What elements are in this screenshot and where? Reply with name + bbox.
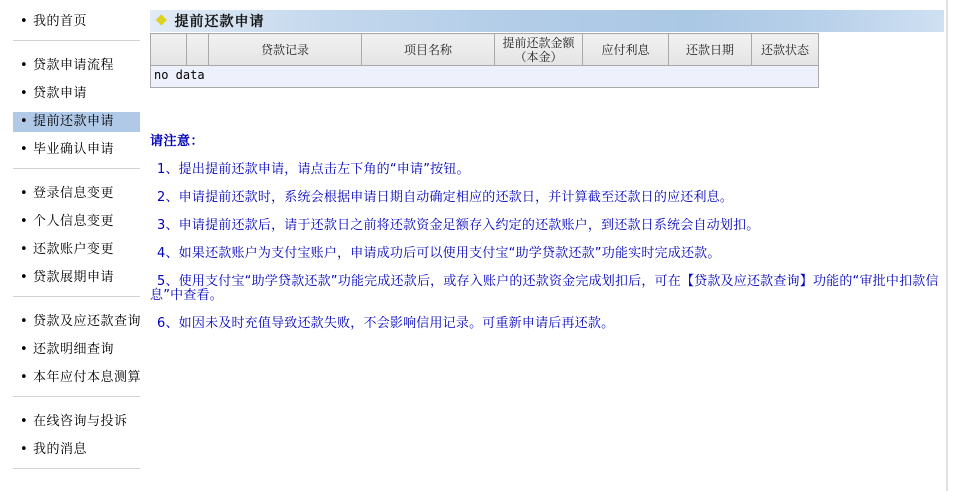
bullet-icon: • <box>20 314 29 329</box>
column-header-early-repayment-amount: 提前还款金额（本金） <box>495 34 583 66</box>
table-row <box>151 66 819 88</box>
sidebar-item-label: 贷款申请流程 <box>33 58 115 73</box>
sidebar-item-label: 贷款展期申请 <box>33 270 115 285</box>
sidebar-item-label: 还款账户变更 <box>33 242 115 257</box>
sidebar-divider <box>13 168 140 169</box>
bullet-icon: • <box>20 14 29 29</box>
early-repayment-table <box>150 33 819 88</box>
bullet-icon: • <box>20 242 29 257</box>
column-header-project-name: 项目名称 <box>362 34 495 66</box>
sidebar-item-loan-repayment-query[interactable] <box>0 312 148 332</box>
notes-section <box>150 135 945 331</box>
sidebar-item-my-homepage[interactable] <box>0 12 148 32</box>
bullet-icon: • <box>20 58 29 73</box>
sidebar-item-label: 我的首页 <box>33 14 88 29</box>
bullet-icon: • <box>20 270 29 285</box>
sidebar-item-label: 毕业确认申请 <box>33 142 115 157</box>
sidebar-item-repayment-account-change[interactable] <box>0 240 148 260</box>
sidebar-item-login-info-change[interactable] <box>0 184 148 204</box>
sidebar-divider <box>13 468 140 469</box>
section-title-bar <box>150 10 944 32</box>
bullet-icon: • <box>20 442 29 457</box>
no-data-cell: no data <box>151 66 819 88</box>
bullet-icon: • <box>20 414 29 429</box>
column-header-repayment-date: 还款日期 <box>669 34 752 66</box>
sidebar-item-label: 登录信息变更 <box>33 186 115 201</box>
bullet-icon: • <box>20 142 29 157</box>
table-header-row <box>151 34 819 66</box>
sidebar-item-graduation-confirmation[interactable] <box>0 140 148 160</box>
sidebar-item-label: 提前还款申请 <box>33 114 115 129</box>
sidebar-item-loan-extension-application[interactable] <box>0 268 148 288</box>
sidebar-item-loan-application[interactable] <box>0 84 148 104</box>
sidebar-item-label: 贷款申请 <box>33 86 88 101</box>
page-title: 提前还款申请 <box>174 14 265 30</box>
sidebar-item-loan-application-process[interactable] <box>0 56 148 76</box>
page-right-border <box>946 0 948 491</box>
sidebar-item-label: 在线咨询与投诉 <box>33 414 128 429</box>
sidebar-item-label: 我的消息 <box>33 442 88 457</box>
note-item-1: 1、提出提前还款申请，请点击左下角的“申请”按钮。 <box>157 162 470 177</box>
note-item-5: 5、使用支付宝“助学贷款还款”功能完成还款后，或存入账户的还款资金完成划扣后，可在【贷款及应还款查询】功能的“审批中扣款信息”中查看。 <box>150 274 939 303</box>
sidebar-item-label: 本年应付本息测算 <box>33 370 142 385</box>
sidebar-item-annual-principal-interest-calc[interactable] <box>0 368 148 388</box>
sidebar-divider <box>13 396 140 397</box>
sidebar-item-early-repayment-application[interactable] <box>13 112 140 132</box>
column-header-loan-record: 贷款记录 <box>209 34 362 66</box>
notes-heading: 请注意： <box>150 134 205 149</box>
bullet-icon: • <box>20 342 29 357</box>
bullet-icon: • <box>20 186 29 201</box>
sidebar-item-personal-info-change[interactable] <box>0 212 148 232</box>
sidebar-item-label: 贷款及应还款查询 <box>33 314 142 329</box>
note-item-3: 3、申请提前还款后，请于还款日之前将还款资金足额存入约定的还款账户，到还款日系统会自动划扣。 <box>157 218 760 233</box>
column-header-blank-1 <box>151 34 187 66</box>
sidebar-divider <box>13 296 140 297</box>
sidebar-item-my-messages[interactable] <box>0 440 148 460</box>
note-item-6: 6、如因未及时充值导致还款失败，不会影响信用记录。可重新申请后再还款。 <box>157 316 615 331</box>
note-item-4: 4、如果还款账户为支付宝账户，申请成功后可以使用支付宝“助学贷款还款”功能实时完成还款。 <box>157 246 721 261</box>
sidebar-item-label: 还款明细查询 <box>33 342 115 357</box>
sidebar-item-repayment-detail-query[interactable] <box>0 340 148 360</box>
sidebar-divider <box>13 40 140 41</box>
note-item-2: 2、申请提前还款时，系统会根据申请日期自动确定相应的还款日，并计算截至还款日的应还利息。 <box>157 190 734 205</box>
diamond-cluster-icon: ❖ <box>155 13 168 29</box>
sidebar-item-label: 个人信息变更 <box>33 214 115 229</box>
sidebar-nav <box>0 0 148 491</box>
bullet-icon: • <box>20 214 29 229</box>
column-header-repayment-status: 还款状态 <box>752 34 819 66</box>
bullet-icon: • <box>20 86 29 101</box>
bullet-icon: • <box>20 114 29 129</box>
bullet-icon: • <box>20 370 29 385</box>
column-header-blank-2 <box>187 34 209 66</box>
sidebar-item-online-consult-complaint[interactable] <box>0 412 148 432</box>
column-header-interest-payable: 应付利息 <box>583 34 669 66</box>
main-content <box>150 10 945 345</box>
